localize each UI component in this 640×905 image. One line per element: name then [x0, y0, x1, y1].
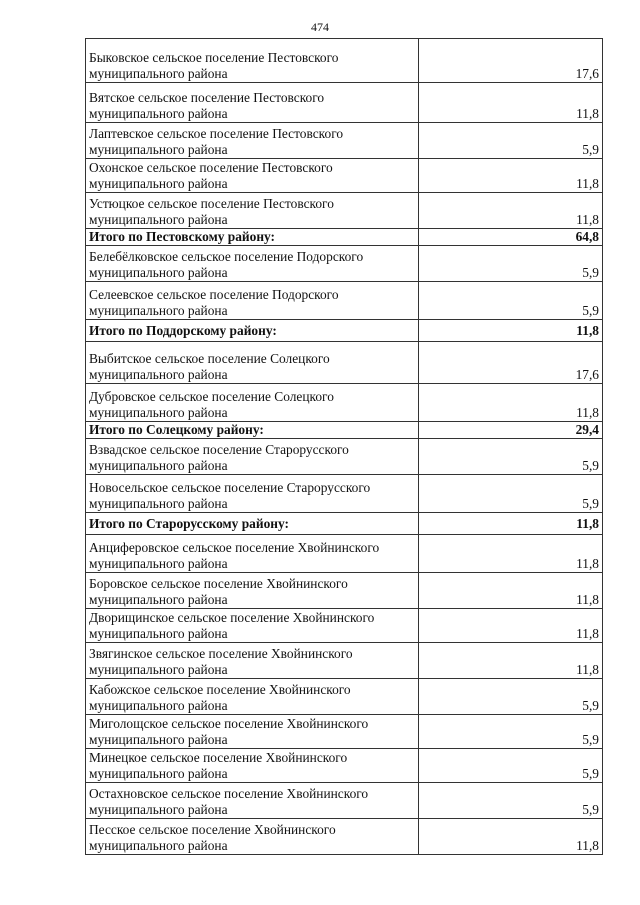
amount-value: 5,9 — [419, 439, 603, 475]
amount-value: 5,9 — [419, 715, 603, 749]
settlement-name: Остахновское сельское поселение Хвойнинского муниципального района — [86, 783, 419, 819]
settlement-name: Анциферовское сельское поселение Хвойнинского муниципального района — [86, 535, 419, 573]
settlement-name: Миголощское сельское поселение Хвойнинского муниципального района — [86, 715, 419, 749]
table-row — [86, 193, 603, 229]
amount-value: 11,8 — [419, 535, 603, 573]
total-row — [86, 513, 603, 535]
settlement-name: Белебёлковское сельское поселение Подорского муниципального района — [86, 246, 419, 282]
total-value: 11,8 — [419, 320, 603, 342]
amount-value: 5,9 — [419, 246, 603, 282]
settlement-name: Дубровское сельское поселение Солецкого муниципального района — [86, 384, 419, 422]
table-row — [86, 384, 603, 422]
total-value: 29,4 — [419, 422, 603, 439]
table-row — [86, 282, 603, 320]
total-row — [86, 422, 603, 439]
table-row — [86, 475, 603, 513]
amount-value: 5,9 — [419, 282, 603, 320]
settlement-name: Охонское сельское поселение Пестовского муниципального района — [86, 159, 419, 193]
table-row — [86, 679, 603, 715]
amount-value: 11,8 — [419, 609, 603, 643]
total-row — [86, 229, 603, 246]
table-row — [86, 643, 603, 679]
table-row — [86, 123, 603, 159]
amount-value: 11,8 — [419, 193, 603, 229]
table-row — [86, 609, 603, 643]
table-row — [86, 783, 603, 819]
settlement-name: Взвадское сельское поселение Старорусского муниципального района — [86, 439, 419, 475]
amount-value: 11,8 — [419, 83, 603, 123]
table-row — [86, 39, 603, 83]
table-body — [86, 39, 603, 855]
table-row — [86, 715, 603, 749]
settlement-name: Песское сельское поселение Хвойнинского муниципального района — [86, 819, 419, 855]
total-label: Итого по Старорусскому району: — [86, 513, 419, 535]
settlement-name: Выбитское сельское поселение Солецкого муниципального района — [86, 342, 419, 384]
table-row — [86, 83, 603, 123]
amount-value: 17,6 — [419, 39, 603, 83]
settlement-name: Быковское сельское поселение Пестовского муниципального района — [86, 39, 419, 83]
total-label: Итого по Солецкому району: — [86, 422, 419, 439]
table-row — [86, 342, 603, 384]
amount-value: 11,8 — [419, 643, 603, 679]
amount-value: 17,6 — [419, 342, 603, 384]
total-label: Итого по Пестовскому району: — [86, 229, 419, 246]
page-number: 474 — [311, 20, 329, 34]
settlement-name: Боровское сельское поселение Хвойнинского муниципального района — [86, 573, 419, 609]
settlement-name: Новосельское сельское поселение Старорусского муниципального района — [86, 475, 419, 513]
table-row — [86, 749, 603, 783]
amount-value: 11,8 — [419, 159, 603, 193]
settlement-name: Минецкое сельское поселение Хвойнинского муниципального района — [86, 749, 419, 783]
total-row — [86, 320, 603, 342]
settlement-name: Селеевское сельское поселение Подорского муниципального района — [86, 282, 419, 320]
table-row — [86, 819, 603, 855]
amount-value: 5,9 — [419, 783, 603, 819]
settlement-name: Дворищинское сельское поселение Хвойнинского муниципального района — [86, 609, 419, 643]
amount-value: 5,9 — [419, 123, 603, 159]
amount-value: 5,9 — [419, 475, 603, 513]
total-value: 64,8 — [419, 229, 603, 246]
table-row — [86, 535, 603, 573]
allocation-table — [85, 38, 603, 855]
amount-value: 5,9 — [419, 749, 603, 783]
amount-value: 5,9 — [419, 679, 603, 715]
settlement-name: Звягинское сельское поселение Хвойнинского муниципального района — [86, 643, 419, 679]
total-value: 11,8 — [419, 513, 603, 535]
settlement-name: Кабожское сельское поселение Хвойнинского муниципального района — [86, 679, 419, 715]
table-row — [86, 246, 603, 282]
amount-value: 11,8 — [419, 819, 603, 855]
total-label: Итого по Поддорскому району: — [86, 320, 419, 342]
amount-value: 11,8 — [419, 384, 603, 422]
amount-value: 11,8 — [419, 573, 603, 609]
settlement-name: Вятское сельское поселение Пестовского муниципального района — [86, 83, 419, 123]
table-row — [86, 439, 603, 475]
settlement-name: Лаптевское сельское поселение Пестовского муниципального района — [86, 123, 419, 159]
table-row — [86, 573, 603, 609]
settlement-name: Устюцкое сельское поселение Пестовского муниципального района — [86, 193, 419, 229]
table-row — [86, 159, 603, 193]
